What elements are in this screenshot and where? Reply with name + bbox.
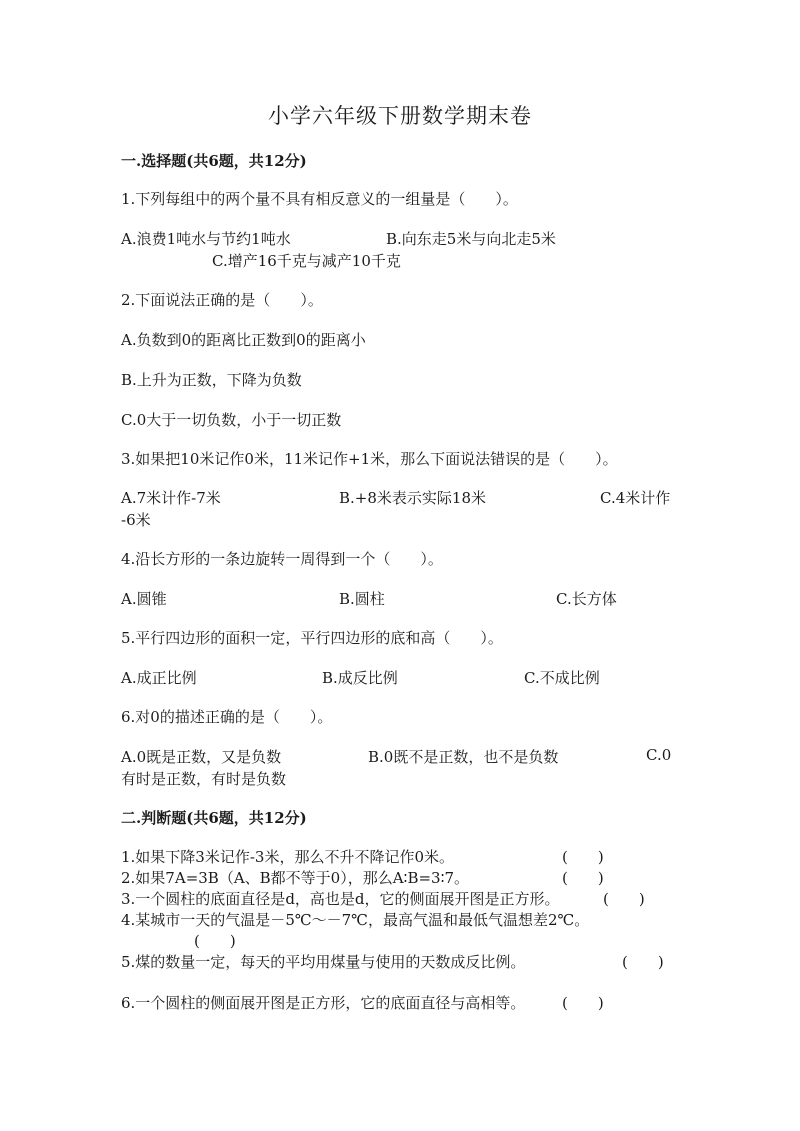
question-5-stem: 5.平行四边形的面积一定，平行四边形的底和高（ ）。 [121,629,503,647]
judgement-3-blank: ( ) [603,890,645,908]
judgement-6-blank: ( ) [562,994,604,1012]
question-6-option-c-cont: 有时是正数，有时是负数 [121,770,287,788]
question-6-option-c: C.0 [646,746,672,764]
section-heading-choice: 一.选择题(共6题，共12分) [121,152,307,170]
judgement-1-text: 1.如果下降3米记作-3米，那么不升不降记作0米。 [121,848,455,866]
question-6-stem: 6.对0的描述正确的是（ ）。 [121,708,333,726]
section-heading-judgement: 二.判断题(共6题，共12分) [121,809,307,827]
question-1-option-c: C.增产16千克与减产10千克 [212,252,401,270]
question-2-option-a: A.负数到0的距离比正数到0的距离小 [121,331,366,349]
question-2-option-c: C.0大于一切负数，小于一切正数 [121,411,342,429]
question-2-stem: 2.下面说法正确的是（ ）。 [121,291,323,309]
question-1-option-b: B.向东走5米与向北走5米 [386,230,556,248]
question-6-option-a: A.0既是正数，又是负数 [121,748,282,766]
question-3-option-a: A.7米计作-7米 [121,489,221,507]
judgement-4-blank: ( ) [194,932,236,950]
judgement-2-text: 2.如果7A=3B（A、B都不等于0），那么A∶B=3∶7。 [121,869,470,887]
judgement-6-text: 6.一个圆柱的侧面展开图是正方形，它的底面直径与高相等。 [121,994,526,1012]
question-5-option-c: C.不成比例 [524,669,600,687]
question-5-option-b: B.成反比例 [322,669,398,687]
question-6-option-b: B.0既不是正数，也不是负数 [368,748,559,766]
question-4-option-a: A.圆锥 [121,590,167,608]
judgement-1-blank: ( ) [562,848,604,866]
judgement-3-text: 3.一个圆柱的底面直径是d，高也是d，它的侧面展开图是正方形。 [121,890,560,908]
question-3-option-b: B.+8米表示实际18米 [339,489,486,507]
question-4-option-c: C.长方体 [556,590,617,608]
judgement-5-text: 5.煤的数量一定，每天的平均用煤量与使用的天数成反比例。 [121,953,526,971]
question-1-option-a: A.浪费1吨水与节约1吨水 [121,230,291,248]
question-3-stem: 3.如果把10米记作0米，11米记作+1米，那么下面说法错误的是（ ）。 [121,450,618,468]
question-3-option-c-cont: -6米 [121,511,151,529]
question-2-option-b: B.上升为正数，下降为负数 [121,371,302,389]
judgement-4-text: 4.某城市一天的气温是－5℃～－7℃，最高气温和最低气温想差2℃。 [121,911,590,929]
question-4-option-b: B.圆柱 [339,590,385,608]
question-4-stem: 4.沿长方形的一条边旋转一周得到一个（ ）。 [121,550,443,568]
question-3-option-c: C.4米计作 [600,489,671,507]
page-title: 小学六年级下册数学期末卷 [268,104,532,128]
question-1-stem: 1.下列每组中的两个量不具有相反意义的一组量是（ ）。 [121,190,518,208]
judgement-2-blank: ( ) [562,869,604,887]
judgement-5-blank: ( ) [622,953,664,971]
question-5-option-a: A.成正比例 [121,669,197,687]
